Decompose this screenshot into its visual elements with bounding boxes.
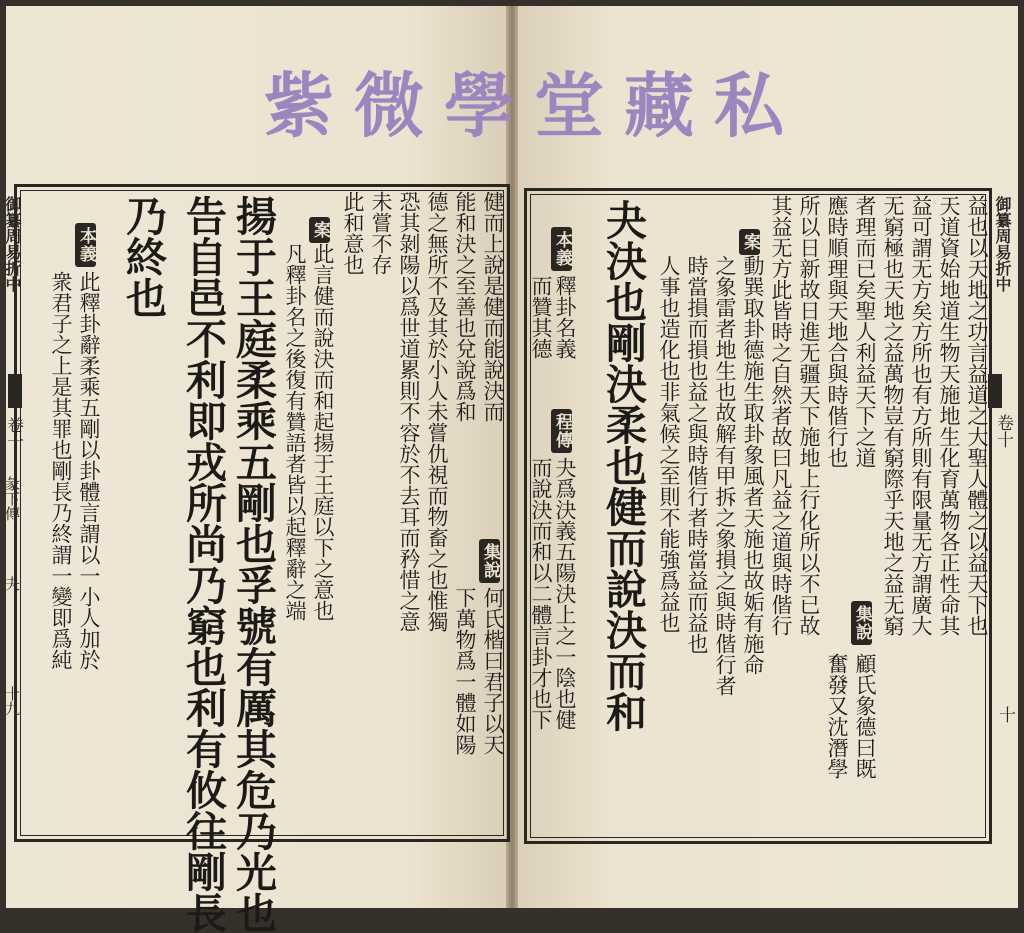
text-column: 釋卦名義 xyxy=(553,275,577,359)
seal-character: 學 xyxy=(444,64,514,147)
benyi-tag: 本義 xyxy=(551,227,572,271)
right-text-frame xyxy=(524,188,992,844)
text-column: 下萬物爲一體如陽 xyxy=(453,587,477,755)
main-text-column: 告自邑不利即戎所尚乃窮也利有攸往剛長 xyxy=(179,195,227,933)
text-column: 德之無所不及其於小人未嘗仇視而物畜之也惟獨 xyxy=(425,191,449,632)
left-text-frame xyxy=(14,184,510,933)
text-column: 益可謂无方矣方所也有方所則有限量无方謂廣大 xyxy=(909,195,933,636)
open-book xyxy=(3,6,1018,933)
text-column: 所以日新故日進无疆天下施地上行化所以不已故 xyxy=(797,195,821,636)
text-column: 之象雷者地生也故解有甲拆之象損之與時偕行者 xyxy=(713,255,737,696)
text-column: 能和決之至善也兌說爲和 xyxy=(453,191,477,422)
text-column: 健而上說是健而能說決而 xyxy=(481,191,505,422)
seal-character: 紫 xyxy=(264,64,334,147)
left-margin-gua: 夬 xyxy=(3,576,21,591)
main-text-column: 夬決也剛決柔也健而說決而和 xyxy=(599,199,647,732)
left-margin-section: 彖下傳 xyxy=(3,476,21,521)
seal-character: 堂 xyxy=(534,64,604,147)
text-column: 恐其剝陽以爲世道累則不容於不去耳而矜惜之意 xyxy=(397,191,421,632)
text-column: 衆君子之上是其罪也剛長乃終謂一變即爲純 xyxy=(49,271,73,670)
seal-character: 微 xyxy=(354,64,424,147)
text-column: 其益无方此皆時之自然者故曰凡益之道與時偕行 xyxy=(769,195,793,636)
seal-character: 私 xyxy=(714,64,784,147)
text-column: 未嘗不存 xyxy=(369,191,393,275)
jishuo-tag: 集說 xyxy=(851,601,872,645)
an-tag: 案 xyxy=(739,229,760,255)
text-column: 此言健而說決而和起揚于王庭以下之意也 xyxy=(311,243,335,621)
text-column: 人事也造化也非氣候之至則不能強爲益也 xyxy=(657,255,681,633)
seal-character: 藏 xyxy=(624,64,694,147)
text-column: 應時順理與天地合與時偕行也 xyxy=(825,195,849,468)
collector-seal-stamp xyxy=(264,58,784,154)
an-tag: 案 xyxy=(309,217,330,243)
text-column: 何氏楷曰君子以天 xyxy=(481,587,505,755)
text-column: 奮發又沈潛學 xyxy=(825,653,849,779)
text-column: 顧氏象德曰既 xyxy=(853,653,877,779)
text-column: 動巽取卦德施生取卦象風者天施也故姤有施命 xyxy=(741,255,765,675)
text-column: 益也以天地之功言益道之大聖人體之以益天下也 xyxy=(965,195,989,636)
chengzhuan-tag: 程傳 xyxy=(551,409,572,453)
right-margin-title: 御纂周易折中 xyxy=(993,196,1012,292)
text-column: 夬爲決義五陽決上之一陰也健 xyxy=(553,457,577,730)
jishuo-tag: 集說 xyxy=(479,539,500,583)
left-margin-juan: 卷十 xyxy=(3,416,23,450)
right-margin-juan: 卷十 xyxy=(993,414,1013,448)
left-margin-title: 御纂周易折中 xyxy=(3,196,22,292)
main-text-column: 乃終也 xyxy=(119,195,167,318)
left-margin-page: 十九 xyxy=(3,686,21,716)
text-column: 而說決而和以二體言卦才也下 xyxy=(529,457,553,730)
right-margin-page: 十 xyxy=(995,706,1015,723)
text-column: 此和意也 xyxy=(341,191,365,275)
text-column: 而贊其德 xyxy=(529,275,553,359)
text-column: 无窮極也天地之益萬物豈有窮際乎天地之益无窮 xyxy=(881,195,905,636)
text-column: 者理而已矣聖人利益天下之道 xyxy=(853,195,877,468)
text-column: 時當損而損也益之與時偕行者時當益而益也 xyxy=(685,255,709,654)
main-text-column: 揚于王庭柔乘五剛也孚號有厲其危乃光也 xyxy=(229,195,277,933)
text-column: 天道資始地道生物天施地生化育萬物各正性命其 xyxy=(937,195,961,636)
benyi-tag: 本義 xyxy=(75,223,96,267)
text-column: 凡釋卦名之後復有贊語者皆以起釋辭之端 xyxy=(283,243,307,621)
text-column: 此釋卦辭柔乘五剛以卦體言謂以一小人加於 xyxy=(77,271,101,670)
